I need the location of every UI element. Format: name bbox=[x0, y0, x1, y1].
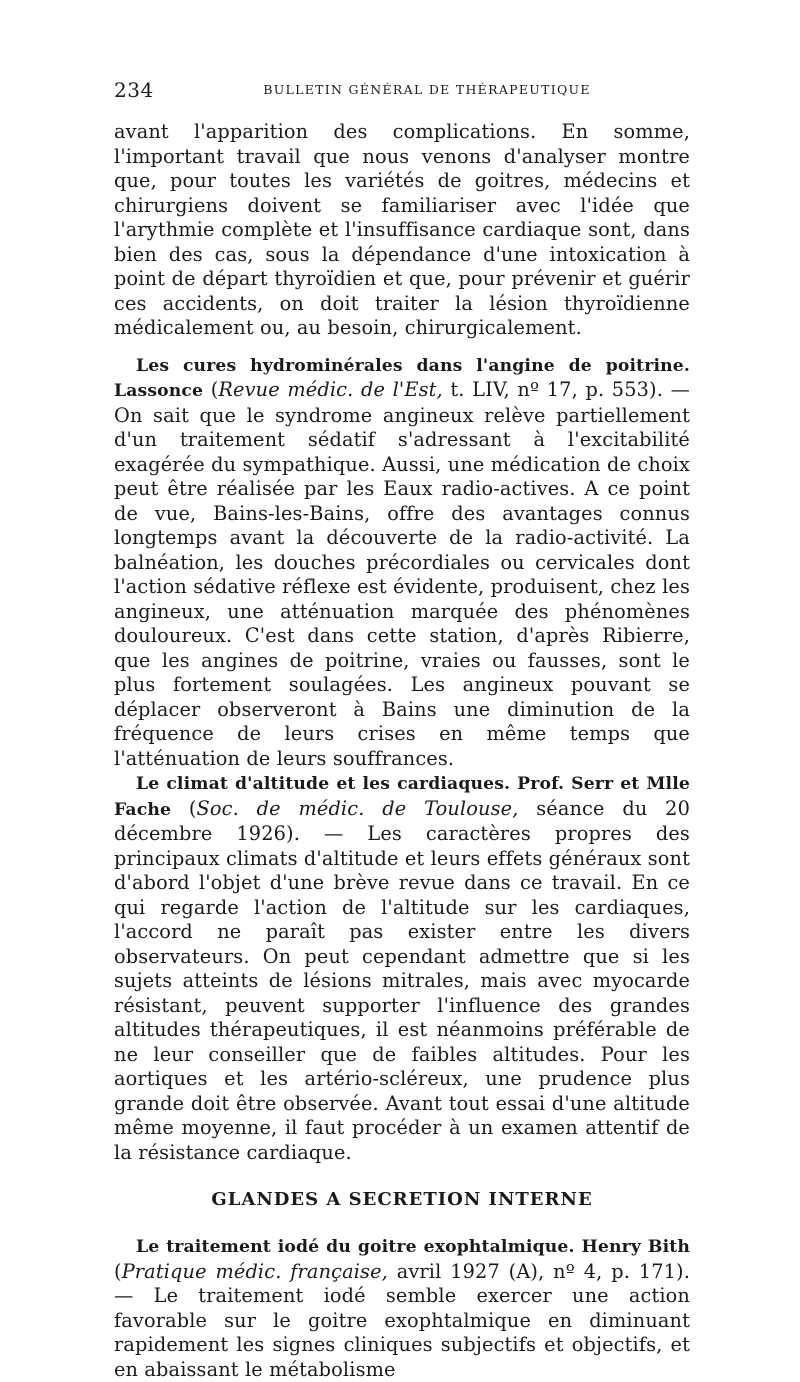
source-details: avril 1927 (A), nº 4, p. 171). — bbox=[114, 1259, 690, 1307]
running-title: BULLETIN GÉNÉRAL DE THÉRAPEUTIQUE bbox=[263, 82, 591, 97]
section-heading: GLANDES A SECRETION INTERNE bbox=[211, 1189, 593, 1210]
spacer bbox=[114, 341, 690, 353]
article-title: Le traitement iodé du goitre exophtalmique. Henry Bith bbox=[136, 1237, 690, 1257]
source-journal: Soc. de médic. de Toulouse, bbox=[196, 796, 519, 820]
paragraph-text: avant l'apparition des complications. En somme, l'important travail que nous venons d'analyser montre que, pour toutes les variétés de goitres, médecins et chirurgiens doivent se familiariser avec l'idée que l'arythmie complète et l'insuffisance cardiaque sont, dans bien des cas, sous la dépendance d'une intoxication à point de départ thyroïdien et que, pour prévenir et guérir ces accidents, on doit traiter la lésion thyroïdienne médicalement ou, au besoin, chirurgicalement. bbox=[114, 120, 690, 339]
article-title: Les cures hydrominérales dans l'angine de poitrine. Lassonce bbox=[114, 355, 690, 401]
source-journal: Revue médic. de l'Est, bbox=[218, 378, 443, 401]
article-cures-hydrominerales bbox=[114, 353, 690, 772]
article-climat-altitude bbox=[114, 771, 690, 1165]
article-title: Le climat d'altitude et les cardiaques. Prof. Serr et Mlle Fache bbox=[114, 774, 690, 820]
page-number: 234 bbox=[114, 78, 154, 102]
article-body: Les caractères propres des principaux climats d'altitude et leurs effets généraux sont d'abord l'objet d'une brève revue dans ce travail. En ce qui regarde l'action de l'altitude sur les cardiaques, l'accord ne paraît pas exister entre les divers observateurs. On peut cependant admettre que si les sujets atteints de lésions mitrales, mais avec myocarde résistant, peuvent supporter l'influence des grandes altitudes thérapeutiques, il est néanmoins préférable de ne leur conseiller que de faibles altitudes. Pour les aortiques et les artério-scléreux, une prudence plus grande doit être observée. Avant tout essai d'une altitude même moyenne, il faut procéder à un examen attentif de la résistance cardiaque. bbox=[114, 822, 690, 1164]
source-open: ( bbox=[114, 1259, 122, 1283]
source-open: ( bbox=[171, 796, 197, 820]
source-details: séance du 20 décembre 1926). — bbox=[114, 796, 691, 845]
article-body: On sait que le syndrome angineux relève partiellement d'un traitement sédatif s'adressant à l'excitabilité exagérée du sympathique. Aussi, une médication de choix peut être réalisée par les Eaux radio-actives. A ce point de vue, Bains-les-Bains, offre des avantages connus longtemps avant la découverte de la radio-activité. La balnéation, les douches précordiales ou cervicales dont l'action sédative réflexe est évidente, produisent, chez les angineux, une atténuation marquée des phénomènes douloureux. C'est dans cette station, d'après Ribierre, que les angines de poitrine, vraies ou fausses, sont le plus fortement soulagées. Les angineux pouvant se déplacer observeront à Bains une diminution de la fréquence de leurs crises en même temps que l'atténuation de leurs souffrances. bbox=[114, 403, 690, 770]
source-journal: Pratique médic. française, bbox=[121, 1259, 388, 1283]
article-body: Le traitement iodé semble exercer une action favorable sur le goitre exophtalmique en diminuant rapidement les signes cliniques subjectifs et objectifs, et en abaissant le métabolisme bbox=[114, 1284, 691, 1381]
source-open: ( bbox=[203, 378, 219, 401]
page-header bbox=[114, 78, 690, 100]
body-text bbox=[114, 120, 690, 1382]
article-traitement-iode bbox=[114, 1234, 690, 1382]
paragraph-continuation bbox=[114, 120, 690, 341]
source-details: t. LIV, nº 17, p. 553). — bbox=[442, 378, 690, 401]
